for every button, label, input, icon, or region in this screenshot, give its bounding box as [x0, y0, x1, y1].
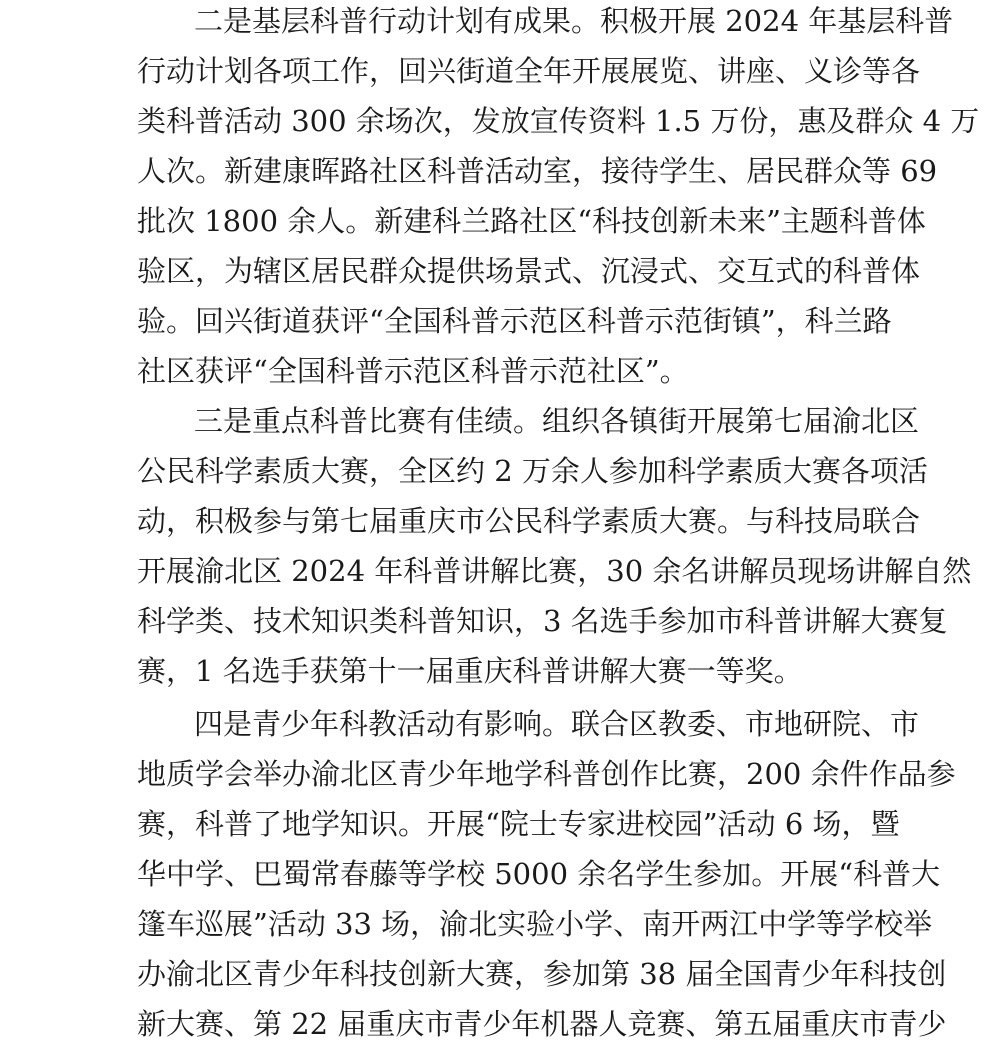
text-line: 办渝北区青少年科技创新大赛，参加第 38 届全国青少年科技创 [137, 957, 947, 991]
text-line: 华中学、巴蜀常春藤等学校 5000 余名学生参加。开展“科普大 [137, 857, 941, 891]
text-line: 二是基层科普行动计划有成果。积极开展 2024 年基层科普 [194, 4, 954, 38]
text-line: 人次。新建康晖路社区科普活动室，接待学生、居民群众等 69 [137, 154, 938, 188]
text-line: 赛，科普了地学知识。开展“院士专家进校园”活动 6 场，暨 [137, 807, 900, 841]
text-line: 开展渝北区 2024 年科普讲解比赛，30 余名讲解员现场讲解自然 [137, 554, 972, 588]
text-line: 地质学会举办渝北区青少年地学科普创作比赛，200 余件作品参 [137, 757, 956, 791]
text-line: 动，积极参与第七届重庆市公民科学素质大赛。与科技局联合 [137, 504, 921, 538]
text-line: 赛，1 名选手获第十一届重庆科普讲解大赛一等奖。 [137, 654, 803, 688]
text-line: 行动计划各项工作，回兴街道全年开展展览、讲座、义诊等各 [137, 54, 921, 88]
text-line: 新大赛、第 22 届重庆市青少年机器人竞赛、第五届重庆市青少 [137, 1007, 947, 1040]
text-line: 验。回兴街道获评“全国科普示范区科普示范街镇”，科兰路 [137, 304, 892, 338]
text-line: 公民科学素质大赛，全区约 2 万余人参加科学素质大赛各项活 [137, 454, 928, 488]
text-line: 验区，为辖区居民群众提供场景式、沉浸式、交互式的科普体 [137, 254, 921, 288]
text-line: 类科普活动 300 余场次，发放宣传资料 1.5 万份，惠及群众 4 万 [137, 104, 980, 138]
text-line: 科学类、技术知识类科普知识，3 名选手参加市科普讲解大赛复 [137, 604, 948, 638]
text-line: 四是青少年科教活动有影响。联合区教委、市地研院、市 [194, 707, 920, 741]
text-line: 篷车巡展”活动 33 场，渝北实验小学、南开两江中学等学校举 [137, 907, 933, 941]
text-line: 批次 1800 余人。新建科兰路社区“科技创新未来”主题科普体 [137, 204, 926, 238]
text-line: 社区获评“全国科普示范区科普示范社区”。 [137, 354, 689, 388]
text-line: 三是重点科普比赛有佳绩。组织各镇街开展第七届渝北区 [194, 404, 920, 438]
